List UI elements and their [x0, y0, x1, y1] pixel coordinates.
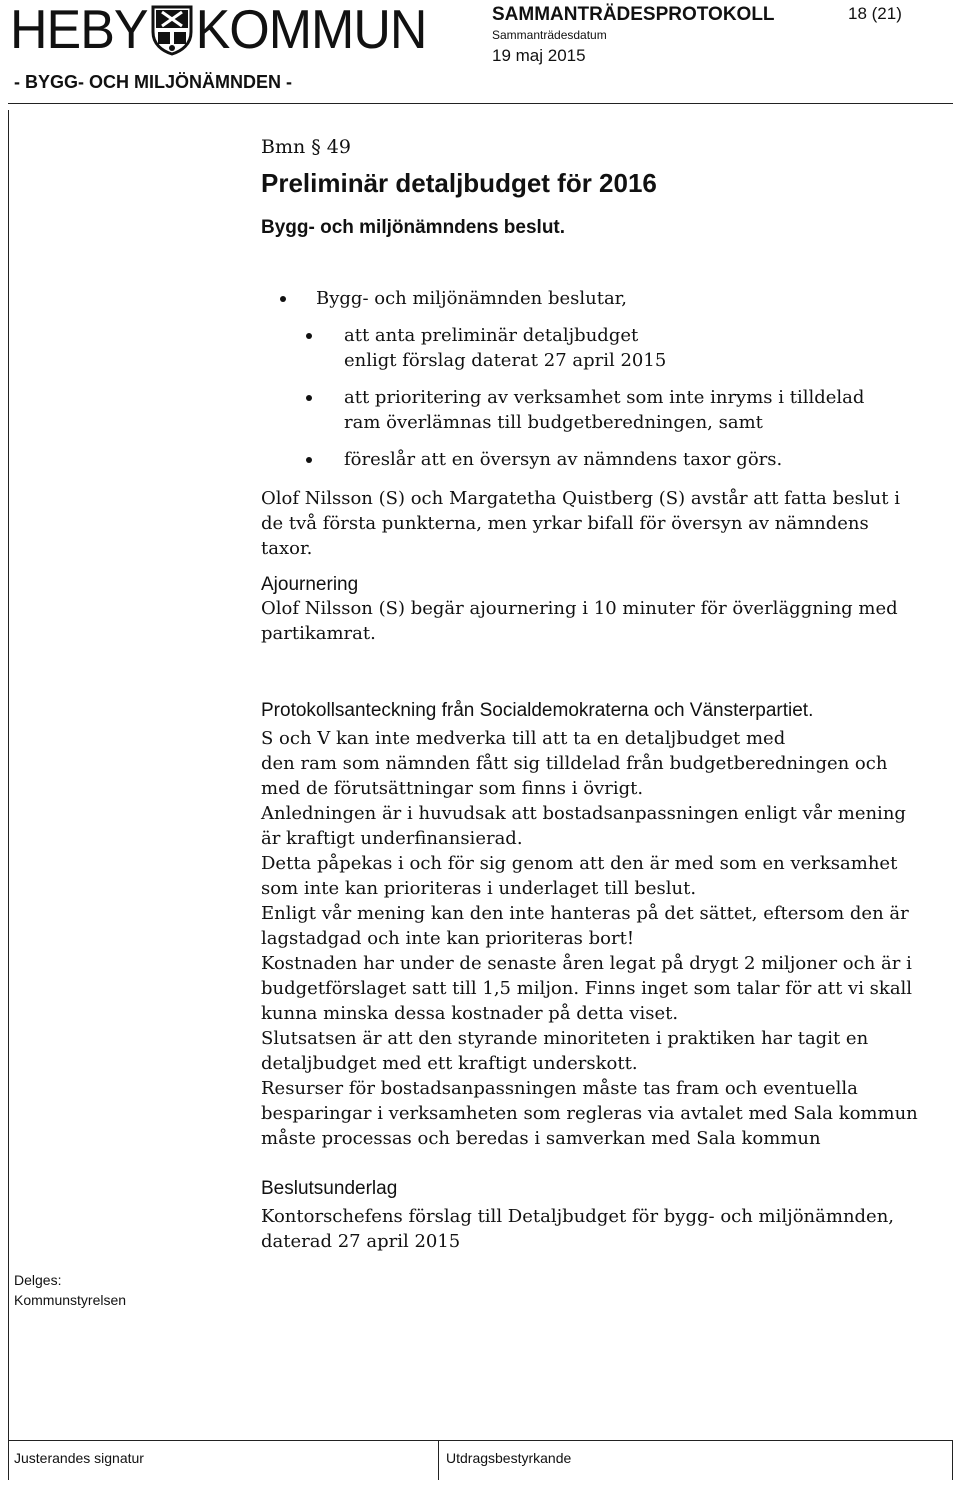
protocol-note-line: som inte kan prioriteras i underlaget till beslut.	[261, 878, 697, 899]
decision-item: föreslår att en översyn av nämndens taxor görs.	[344, 449, 783, 470]
meeting-date: 19 maj 2015	[492, 46, 586, 65]
adjournment-heading: Ajournering	[261, 574, 359, 595]
distribution	[14, 1270, 126, 1310]
distribution-label: Delges:	[14, 1272, 62, 1288]
footer-border-right	[952, 1440, 953, 1480]
footer-border-left	[8, 1440, 9, 1480]
list-item	[270, 286, 920, 311]
list-item	[304, 447, 920, 472]
list-item	[304, 385, 866, 435]
adjusters-signature-label: Justerandes signatur	[14, 1450, 144, 1466]
bullet-icon	[280, 296, 286, 302]
bullet-icon	[306, 395, 312, 401]
protocol-note-line: Slutsatsen är att den styrande minoriteten i praktiken har tagit en	[261, 1028, 869, 1049]
decision-item: att anta preliminär detaljbudget enligt förslag daterat 27 april 2015	[344, 325, 667, 371]
protocol-note-line: besparingar i verksamheten som regleras via avtalet med Sala kommun	[261, 1103, 918, 1124]
logo-word-left: HEBY	[10, 0, 148, 61]
decision-basis-heading: Beslutsunderlag	[261, 1178, 398, 1199]
distribution-recipient: Kommunstyrelsen	[14, 1292, 127, 1308]
protocol-note-line: är kraftigt underfinansierad.	[261, 828, 523, 849]
footer-divider	[8, 1440, 953, 1441]
protocol-note-line: den ram som nämnden fått sig tilldelad från budgetberedningen och	[261, 753, 888, 774]
protocol-title: SAMMANTRÄDESPROTOKOLL	[492, 4, 775, 25]
decision-heading: Bygg- och miljönämndens beslut.	[261, 217, 566, 238]
protocol-note	[261, 700, 931, 1151]
paragraph-reference: Bmn § 49	[261, 136, 351, 158]
adjournment-text: Olof Nilsson (S) begär ajournering i 10 minuter för överläggning med partikamrat.	[261, 598, 898, 644]
decision-list	[270, 286, 920, 472]
protocol-note-line: Enligt vår mening kan den inte hanteras på det sättet, eftersom den är	[261, 903, 909, 924]
protocol-note-line: Detta påpekas i och för sig genom att den är med som en verksamhet	[261, 853, 898, 874]
coat-of-arms-icon	[150, 4, 194, 56]
extract-certification-label: Utdragsbestyrkande	[446, 1450, 572, 1466]
header-divider	[8, 103, 953, 104]
decision-basis-text: Kontorschefens förslag till Detaljbudget för bygg- och miljönämnden, daterad 27 april 2015	[261, 1206, 895, 1252]
protocol-note-line: med de förutsättningar som finns i övrigt.	[261, 778, 644, 799]
footer-border-middle	[438, 1440, 439, 1480]
protocol-note-line: Anledningen är i huvudsak att bostadsanpassningen enligt vår mening	[261, 803, 906, 824]
bullet-icon	[306, 333, 312, 339]
committee-name: - BYGG- OCH MILJÖNÄMNDEN -	[14, 72, 292, 92]
protocol-note-line: lagstadgad och inte kan prioriteras bort!	[261, 928, 635, 949]
meeting-date-label: Sammanträdesdatum	[492, 28, 607, 42]
bullet-icon	[306, 457, 312, 463]
margin-divider	[8, 110, 9, 1440]
protocol-note-line: Resurser för bostadsanpassningen måste tas fram och eventuella	[261, 1078, 858, 1099]
logo-word-right: KOMMUN	[195, 0, 427, 61]
decision-basis	[261, 1178, 901, 1254]
page-number: 18 (21)	[848, 4, 902, 23]
protocol-note-heading: Protokollsanteckning från Socialdemokraterna och Vänsterpartiet.	[261, 700, 814, 721]
section-header	[261, 136, 921, 265]
adjournment-section	[261, 574, 901, 646]
decision-lead: Bygg- och miljönämnden beslutar,	[316, 288, 628, 309]
protocol-note-line: kunna minska dessa kostnader på detta viset.	[261, 1003, 679, 1024]
protocol-note-line: måste processas och beredas i samverkan med Sala kommun	[261, 1128, 821, 1149]
section-title: Preliminär detaljbudget för 2016	[261, 168, 657, 198]
decision-item: att prioritering av verksamhet som inte inryms i tilldelad ram överlämnas till budgetberedningen, samt	[344, 387, 865, 433]
list-item	[304, 323, 684, 373]
protocol-note-line: budgetförslaget satt till 1,5 miljon. Finns inget som talar för att vi skall	[261, 978, 913, 999]
protocol-note-line: S och V kan inte medverka till att ta en detaljbudget med	[261, 728, 786, 749]
protocol-note-line: detaljbudget med ett kraftigt underskott.	[261, 1053, 638, 1074]
statement: Olof Nilsson (S) och Margatetha Quistberg (S) avstår att fatta beslut i de två första punkterna, men yrkar bifall för översyn av nämndens taxor.	[261, 488, 900, 559]
municipality-logo	[10, 0, 427, 61]
protocol-note-line: Kostnaden har under de senaste åren legat på drygt 2 miljoner och är i	[261, 953, 912, 974]
